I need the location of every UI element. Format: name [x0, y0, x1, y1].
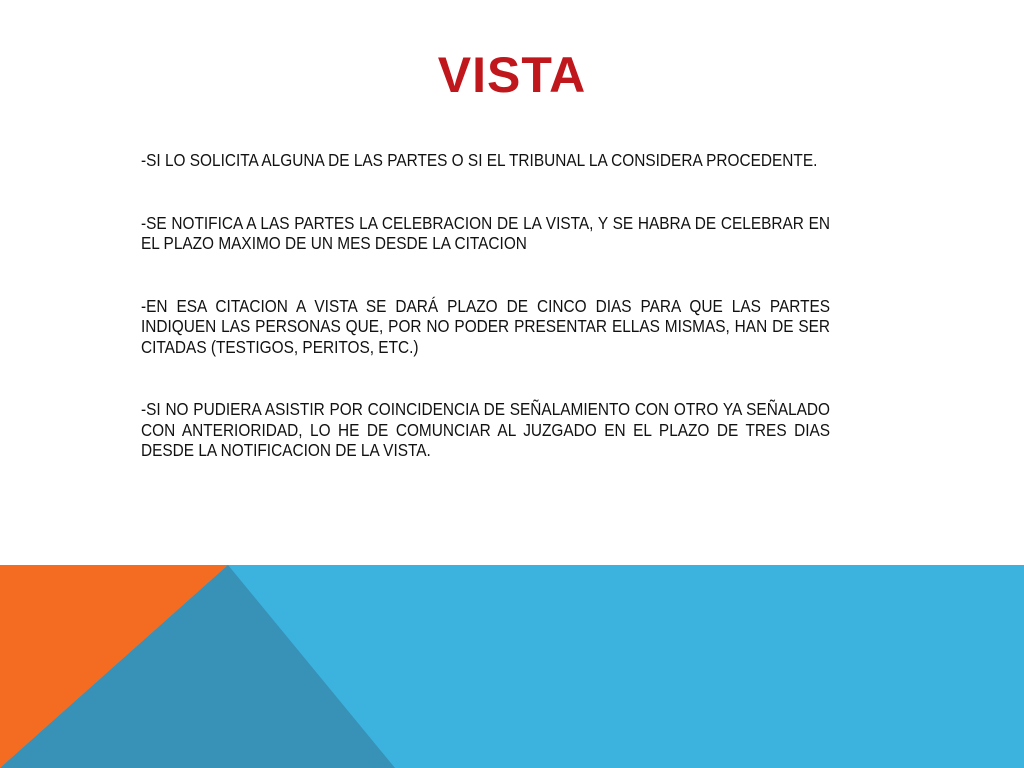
slide-body [141, 150, 830, 503]
bullet-paragraph: -EN ESA CITACION A VISTA SE DARÁ PLAZO DE CINCO DIAS PARA QUE LAS PARTES INDIQUEN LAS PERSONAS QUE, POR NO PODER PRESENTAR ELLAS MISMAS, HAN DE SER CITADAS (TESTIGOS, PERITOS, ETC.) [141, 295, 831, 357]
bullet-paragraph: -SI LO SOLICITA ALGUNA DE LAS PARTES O SI EL TRIBUNAL LA CONSIDERA PROCEDENTE. [141, 150, 818, 170]
decorative-footer-shapes [0, 565, 1024, 768]
bullet-paragraph: -SE NOTIFICA A LAS PARTES LA CELEBRACION DE LA VISTA, Y SE HABRA DE CELEBRAR EN EL PLAZO MAXIMO DE UN MES DESDE LA CITACION [141, 212, 831, 253]
slide-title: VISTA [437, 47, 587, 103]
bullet-paragraph: -SI NO PUDIERA ASISTIR POR COINCIDENCIA DE SEÑALAMIENTO CON OTRO YA SEÑALADO CON ANTERIORIDAD, LO HE DE COMUNCIAR AL JUZGADO EN EL PLAZO DE TRES DIAS DESDE LA NOTIFICACION DE LA VISTA. [141, 399, 831, 460]
